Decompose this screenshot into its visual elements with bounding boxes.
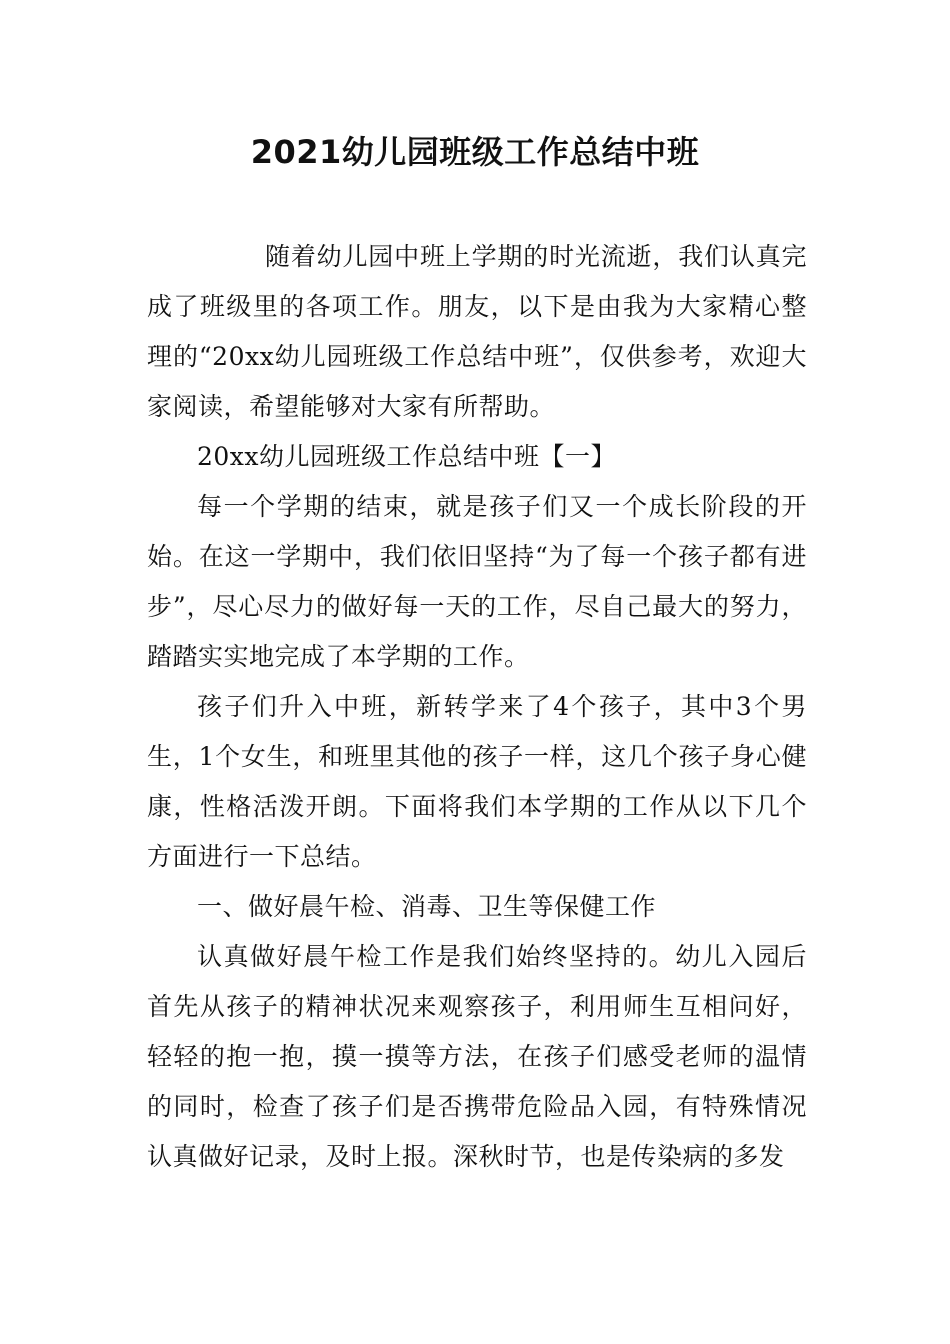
paragraph: 认真做好晨午检工作是我们始终坚持的。幼儿入园后首先从孩子的精神状况来观察孩子，利用师生互相问好，轻轻的抱一抱，摸一摸等方法，在孩子们感受老师的温情的同时，检查了孩子们是否携带危险品入园，有特殊情况认真做好记录，及时上报。深秋时节，也是传染病的多发 [147,942,807,1171]
section-heading-one: 20xx幼儿园班级工作总结中班【一】 [197,442,617,471]
subsection-heading: 一、做好晨午检、消毒、卫生等保健工作 [197,892,657,921]
intro-paragraph: 随着幼儿园中班上学期的时光流逝，我们认真完成了班级里的各项工作。朋友，以下是由我为大家精心整理的“20xx幼儿园班级工作总结中班”，仅供参考，欢迎大家阅读，希望能够对大家有所帮助。 [147,242,807,421]
document-title: 2021幼儿园班级工作总结中班 [250,133,700,171]
paragraph: 孩子们升入中班，新转学来了4个孩子，其中3个男生，1个女生，和班里其他的孩子一样，这几个孩子身心健康，性格活泼开朗。下面将我们本学期的工作从以下几个方面进行一下总结。 [147,692,807,871]
document-body [147,232,807,1182]
paragraph: 每一个学期的结束，就是孩子们又一个成长阶段的开始。在这一学期中，我们依旧坚持“为了每一个孩子都有进步”，尽心尽力的做好每一天的工作，尽自己最大的努力，踏踏实实地完成了本学期的工作。 [147,492,807,671]
